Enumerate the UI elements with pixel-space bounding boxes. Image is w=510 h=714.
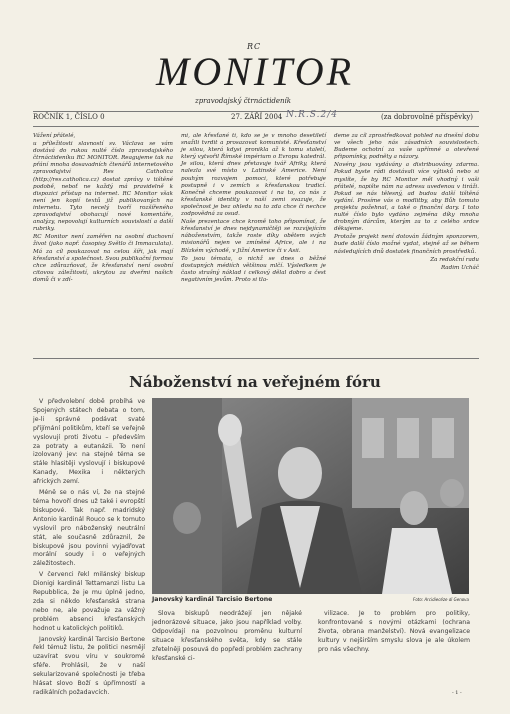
issue-price: (za dobrovolné příspěvky) [381, 113, 474, 121]
masthead-subtitle: zpravodajský čtrnáctideník [195, 97, 292, 105]
page-number: - 1 - [452, 690, 462, 696]
editorial-paragraph: RC Monitor není zaměřen na osobní duchovní život (jako např. časopisy Světlo či Immaculata). Má za cíl poukazovat na celou šíři, jak mají křesťanství a společnost. Svou publikační formou chce zdůrazňovat, že křesťanství není osobní citovou záležitostí, ukrytou za dveřmi našich domů či v zdí- [33, 234, 173, 283]
editorial-paragraph: Novény jsou vydávány a distribuovány zdarma. Pokud byste rádi dostávali více výtisků nebo si myslíte, že by RC Monitor měl vhodný i vaši přátelé, napište nám na adresu uvedenou v tiráži. Pokud se nás tělesný, ad budou další tištěná vydání. Prosíme vás o modlitby, aby Bůh tomuto projektu požehnal, a také o finanční dary. I toto nulté číslo bylo vydáno zejména díky mnoha drobným dárcům, kterým za to z celého srdce děkujeme. [334, 162, 479, 233]
article-headline: Náboženství na veřejném fóru [129, 373, 381, 391]
photo-caption-bar [152, 596, 469, 603]
cardinal-photo-image [152, 398, 469, 594]
article-paragraph: V červenci řekl milánský biskup Dionigi kardinál Tettamanzi listu La Repubblica, že je mu úplně jedno, zda si někdo křesťanská strana nebo ne, ale považuje za vážný problém absenci křesťanských hodnot u katolických politiků. [33, 571, 145, 632]
editorial-paragraph: Vážení přátelé, [33, 133, 76, 139]
editorial-column-1 [33, 133, 173, 285]
editorial-column-2 [181, 133, 326, 285]
article-column-1 [33, 398, 145, 700]
editorial-paragraph: To jsou témata, o nichž se dnes o běžné dostupných médiích většinou mlčí. Výsledkem je často strašný náklad i celkový dělal dobro a čest negativním jevům. Proto si tla- [181, 255, 326, 283]
masthead-rc: RC [247, 42, 262, 51]
article-paragraph: Slova biskupů neodrážejí jen nějaké jednorázové situace, jako jsou například volby. Odpovídají na pozvolnou proměnu kulturní situace křesťanského světa, kdy se stále zřetelněji posouvá do popředí problém zachrany křesťanské ci- [152, 610, 302, 662]
issue-date: 27. ZÁŘÍ 2004 [231, 113, 283, 121]
divider [33, 126, 479, 127]
photo-caption: Janovský kardinál Tarcisio Bertone [152, 596, 273, 603]
article-paragraph: vilizace. Je to problém pro politiky, konfrontované s novými otázkami (ochrana života, obrana manželství). Nová evangelizace kultury v nejširším smyslu slova je ale úkolem pro nás všechny. [318, 610, 470, 653]
editorial-paragraph: deme za cíl zprostředkovat pohled na dnešní dobu ve všech jeho nás zásadních souvislostech. Budeme ochotní za vaše upřímné a otevřené připomínky, podněty a názory. [334, 133, 479, 161]
signature-name: Radim Ucháč [440, 264, 479, 271]
issue-volume: ROČNÍK 1, ČÍSLO 0 [33, 113, 105, 121]
article-paragraph: Janovský kardinál Tarcisio Bertone řekl témuž listu, že politici nesmějí uzavírat svou víru v soukromé sféře. Prohlásil, že v naší sekularizované společnosti je třeba hlásat slovo Boží s úpřímností a radikálních požadavcích. [33, 635, 145, 696]
article-paragraph: V předvolební době probíhá ve Spojených státech debata o tom, je-li správné podávat svaté přijímání politikům, kteří se veřejně vyslovují proti životu – především za potraty a eutanázii. To není izolovaný jev: na stejné téma se stále hlasitěji vyslovují i biskupové Kanady, Mexika i některých afrických zemí. [33, 398, 145, 486]
editorial-paragraph: mi, ale křesťané ti, kdo se je v mnoho desetiletí snažili tvrdit a prosazovat komunisté. Křesťanství je silou, která kdysi pronikla až k tomu staletí, který vytvořil Římské impérium o Evropu katedrál. Je silou, která dnes přetavuje tvář Afriky, která nalezla své místo v Latinské Americe. Není pouhým rozvojem pomoci, které potřebuje postupně i v zemích s křesťanskou tradicí. Konečně chceme poukazovat i na to, co nás z křesťanské identity v naší zemi svazuje, že společnost je bez ohledu na to zda chce či nechce zodpovědná za osud. [181, 133, 326, 218]
photo-credit: Foto: Arcidiecéze di Genova [413, 597, 469, 602]
divider [33, 358, 479, 359]
issue-bar [33, 113, 479, 125]
article-column-3 [318, 610, 470, 657]
handwritten-note: N.R.S.2/4 [286, 110, 338, 120]
article-photo [152, 398, 469, 594]
editorial-paragraph: Protože projekt není dotován žádným sponzorem, bude další číslo možné vydat, stejně až se během následujících dnů dostatek finančních prostředků. [334, 234, 479, 255]
masthead-title: MONITOR [155, 49, 355, 94]
article-paragraph: Méně se o nás ví, že na stejné téma hovoří dnes už také i evropští biskupové. Tak např. madridský Antonio kardinál Rouco se k tomuto vyslovil pro náboženský neutrální stát, ale současně zdůraznil, že biskupové jsou povinni vyjadřovat morální soudy i o veřejných záležitostech. [33, 489, 145, 568]
divider [33, 111, 479, 112]
editorial-paragraph: Naše prezentace chce kromě toho připomínat, že křesťanství je dnes nejdynamičtěji se rozvíjejícím náboženstvím, takže roste díky obětem svých misionářů nejen ve zmíněné Africe, ale i na Blízkém východě, v Jižní Americe či v Asii. [181, 219, 326, 254]
signature-line: Za redakční radu [430, 256, 479, 263]
article-column-2 [152, 610, 302, 665]
editorial-paragraph: u příležitosti slavností sv. Václava se vám dostává do rukou nulté číslo zpravodajského čtrnáctideníku RC MONITOR. Reagujeme tak na přání mnoha dosavadních čtenářů internetového zpravodajství Res Catholica (http://res.catholica.cz) dostat zprávy v tištěné podobě, neboť ne každý má pravidelně k dispozici přístup na internet. RC Monitor však není jen kopií textů již publikovaných na internetu. Tyto necelý tvoří rozšířeného zpravodajství obohacují nové komentáře, analýzy, nepovolují kulturních souvislostí a další rubriky. [33, 141, 173, 233]
editorial-column-3 [334, 133, 479, 273]
